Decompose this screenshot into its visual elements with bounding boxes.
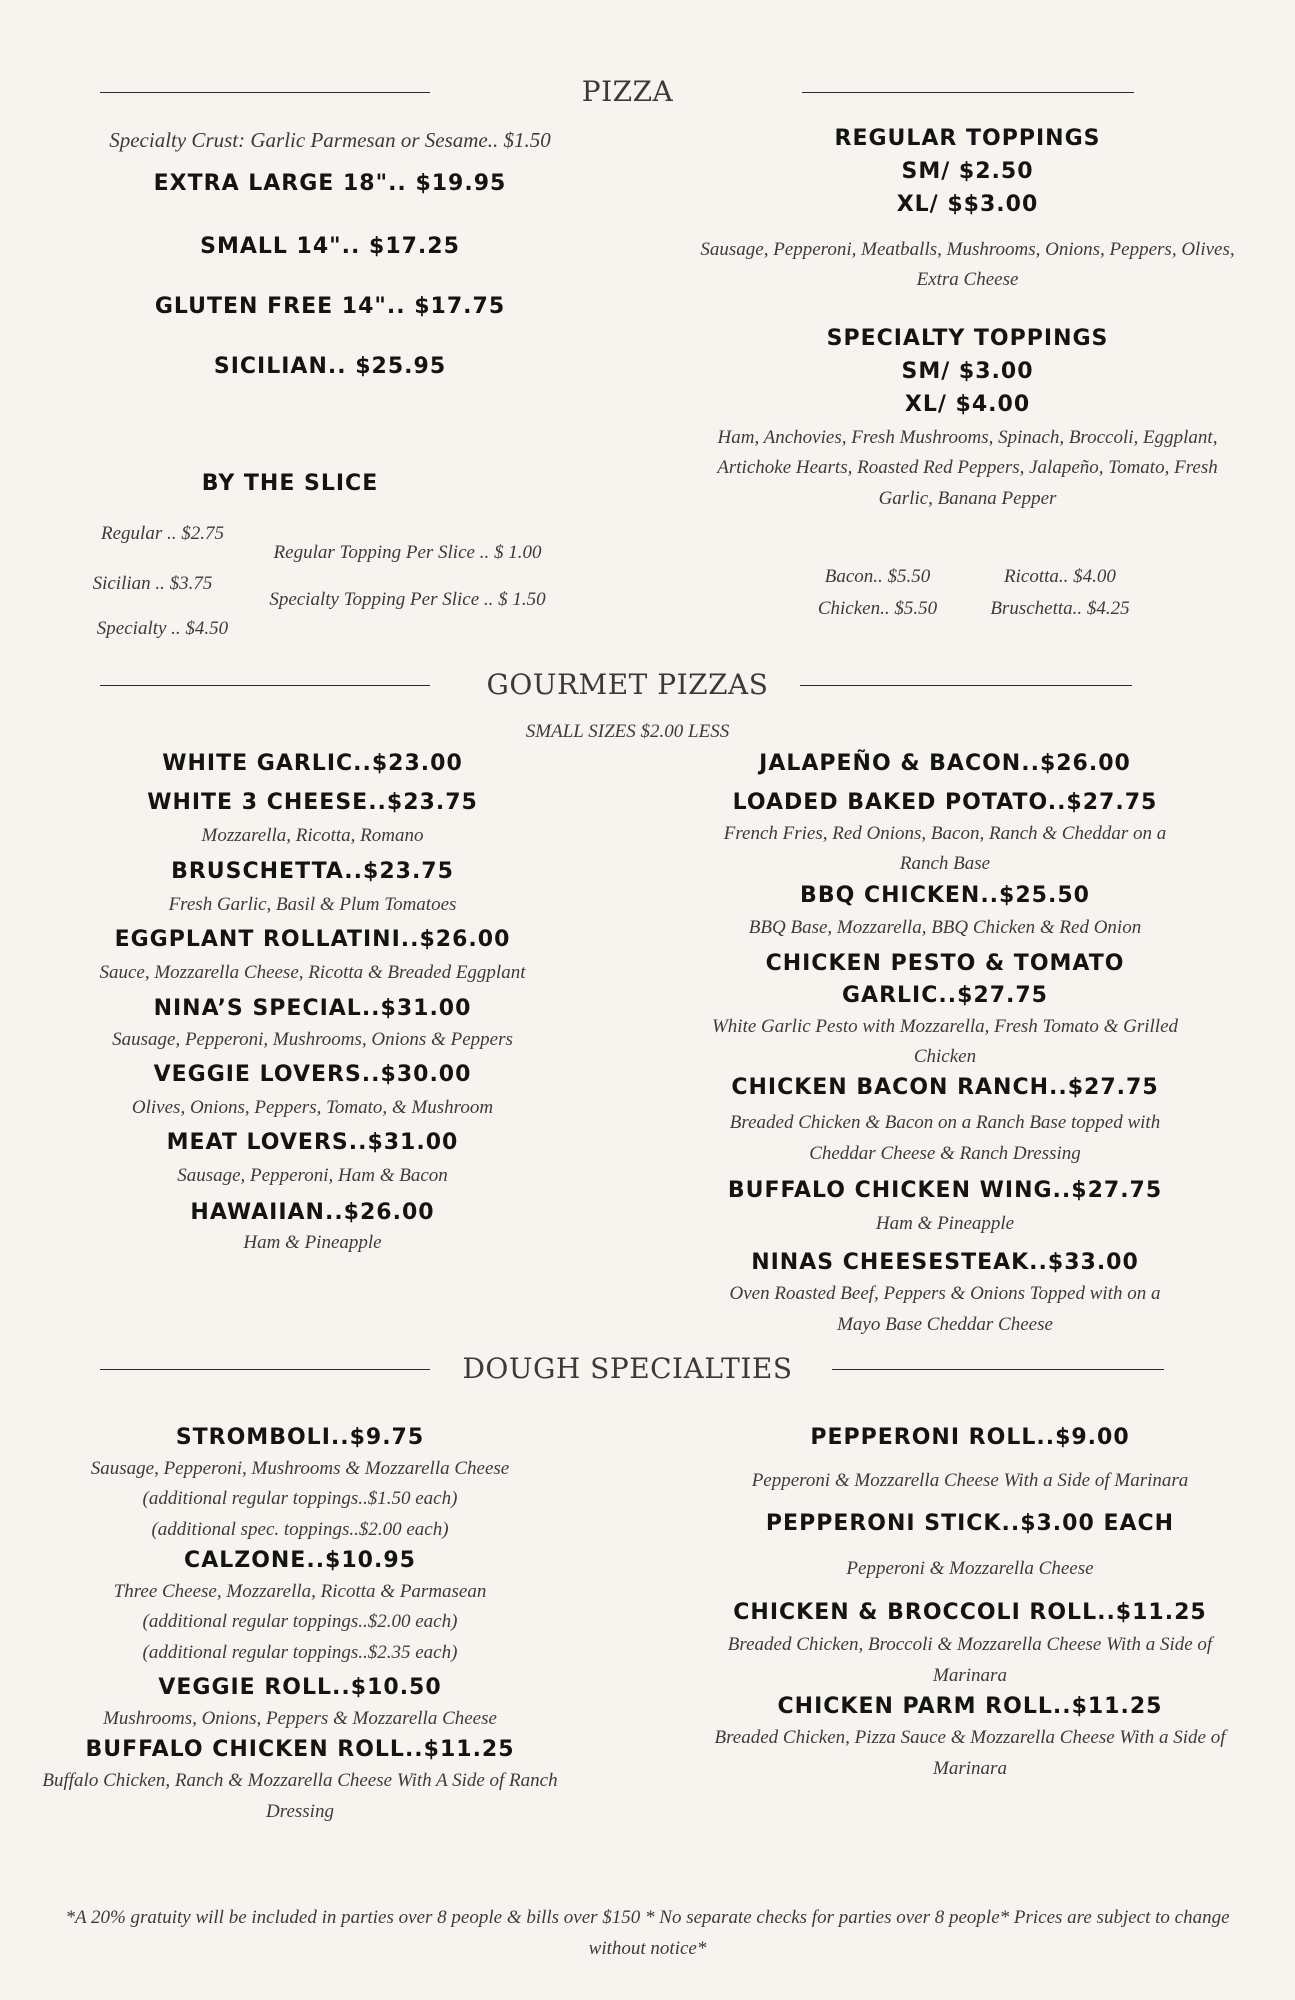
dough-left-column (30, 1422, 570, 1827)
menu-item-description: Breaded Chicken, Broccoli & Mozzarella Cheese With a Side of Marinara (727, 1634, 1213, 1686)
section-title-pizza: PIZZA (581, 75, 674, 108)
specialty-toppings (700, 322, 1235, 514)
size-price: GLUTEN FREE 14".. $17.75 (154, 294, 506, 320)
menu-item-description: Oven Roasted Beef, Peppers & Onions Topped with on a Mayo Base Cheddar Cheese (729, 1283, 1161, 1335)
menu-item-description: Sausage, Pepperoni, Mushrooms & Mozzarella Cheese (90, 1457, 510, 1479)
menu-item-name: JALAPEÑO & BACON..$26.00 (759, 751, 1131, 776)
extra-price: Bruschetta.. $4.25 (990, 598, 1130, 619)
by-the-slice-title: BY THE SLICE (201, 471, 379, 496)
divider-line (100, 1369, 430, 1370)
regular-toppings-xl: XL/ $$3.00 (896, 192, 1039, 217)
size-price: SMALL 14".. $17.25 (200, 234, 460, 260)
specialty-crust-note: Specialty Crust: Garlic Parmesan or Sesame.. $1.50 (109, 128, 551, 152)
divider-line (100, 685, 430, 686)
menu-item-name: NINAS CHEESESTEAK..$33.00 (751, 1250, 1139, 1276)
menu-item-description: Three Cheese, Mozzarella, Ricotta & Parmasean (113, 1580, 487, 1602)
regular-toppings-sm: SM/ $2.50 (901, 159, 1034, 184)
menu-item-note: (additional regular toppings..$2.35 each) (142, 1641, 458, 1663)
menu-item-name: HAWAIIAN..$26.00 (190, 1199, 435, 1225)
menu-item-name: BBQ CHICKEN..$25.50 (800, 882, 1090, 908)
menu-item-name: WHITE 3 CHEESE..$23.75 (147, 789, 478, 815)
menu-item-description: Sauce, Mozzarella Cheese, Ricotta & Breaded Eggplant (99, 962, 526, 984)
menu-item-description: Olives, Onions, Peppers, Tomato, & Mushroom (131, 1096, 494, 1118)
menu-item-name: PEPPERONI ROLL..$9.00 (810, 1425, 1130, 1450)
menu-item-name: CHICKEN PARM ROLL..$11.25 (777, 1694, 1163, 1720)
extra-price: Ricotta.. $4.00 (1004, 566, 1116, 587)
menu-item-name: NINA’S SPECIAL..$31.00 (153, 995, 472, 1021)
slice-topping-price: Regular Topping Per Slice .. $ 1.00 (273, 542, 542, 563)
gourmet-size-note: SMALL SIZES $2.00 LESS (525, 721, 730, 742)
menu-item-name: WHITE GARLIC..$23.00 (162, 751, 463, 776)
menu-item-description: Pepperoni & Mozzarella Cheese With a Side of Marinara (751, 1469, 1189, 1491)
menu-item-description: BBQ Base, Mozzarella, BBQ Chicken & Red Onion (748, 917, 1142, 939)
menu-item-description: Mushrooms, Onions, Peppers & Mozzarella Cheese (103, 1708, 497, 1730)
menu-item-name: MEAT LOVERS..$31.00 (166, 1130, 459, 1156)
size-price: SICILIAN.. $25.95 (213, 354, 447, 380)
menu-item-name: BRUSCHETTA..$23.75 (171, 859, 454, 885)
menu-item-description: Pepperoni & Mozzarella Cheese (846, 1558, 1094, 1580)
size-price: EXTRA LARGE 18".. $19.95 (153, 170, 507, 196)
menu-item-name: CHICKEN & BROCCOLI ROLL..$11.25 (733, 1599, 1207, 1625)
menu-item-description: White Garlic Pesto with Mozzarella, Fresh Tomato & Grilled Chicken (711, 1015, 1179, 1068)
menu-item-description: Sausage, Pepperoni, Mushrooms, Onions & Peppers (112, 1028, 513, 1050)
specialty-toppings-xl: XL/ $4.00 (904, 392, 1031, 417)
divider-line (802, 92, 1134, 93)
slice-price: Sicilian .. $3.75 (92, 573, 213, 594)
regular-toppings (700, 122, 1235, 296)
slice-price: Regular .. $2.75 (101, 523, 224, 544)
regular-toppings-list: Sausage, Pepperoni, Meatballs, Mushrooms, Onions, Peppers, Olives, Extra Cheese (700, 239, 1235, 291)
specialty-toppings-title: SPECIALTY TOPPINGS (826, 326, 1109, 351)
menu-item-description: Breaded Chicken, Pizza Sauce & Mozzarella Cheese With a Side of Marinara (714, 1727, 1226, 1779)
section-title-gourmet-pizzas: GOURMET PIZZAS (486, 668, 769, 701)
menu-item-description: Fresh Garlic, Basil & Plum Tomatoes (168, 894, 457, 916)
gourmet-left-column (35, 748, 590, 1259)
menu-item-description: Ham & Pineapple (243, 1232, 382, 1254)
menu-item-note: (additional regular toppings..$1.50 each) (142, 1488, 458, 1510)
footer-note: *A 20% gratuity will be included in parties over 8 people & bills over $150 * No separate checks for parties over 8 people* Prices are subject to change without notice* (65, 1907, 1230, 1960)
divider-line (800, 685, 1132, 686)
menu-item-description: Breaded Chicken & Bacon on a Ranch Base topped with Cheddar Cheese & Ranch Dressing (729, 1112, 1161, 1164)
menu-item-name: STROMBOLI..$9.75 (175, 1425, 425, 1450)
divider-line (100, 92, 430, 93)
menu-item-description: Buffalo Chicken, Ranch & Mozzarella Cheese With A Side of Ranch Dressing (42, 1770, 558, 1822)
menu-item-note: (additional spec. toppings..$2.00 each) (151, 1518, 449, 1540)
specialty-toppings-list: Ham, Anchovies, Fresh Mushrooms, Spinach, Broccoli, Eggplant, Artichoke Hearts, Roasted Red Peppers, Jalapeño, Tomato, Fresh Garlic, Banana Pepper (717, 427, 1218, 509)
menu-item-name: CHICKEN BACON RANCH..$27.75 (731, 1075, 1159, 1101)
specialty-toppings-sm: SM/ $3.00 (901, 359, 1034, 384)
extra-price: Chicken.. $5.50 (817, 598, 938, 619)
pizza-sizes (60, 124, 600, 383)
menu-item-name: LOADED BAKED POTATO..$27.75 (732, 789, 1158, 815)
menu-item-description: Mozzarella, Ricotta, Romano (201, 824, 424, 846)
dough-right-column (680, 1422, 1260, 1784)
extra-price: Bacon.. $5.50 (824, 566, 931, 587)
menu-item-description: French Fries, Red Onions, Bacon, Ranch & Cheddar on a Ranch Base (723, 822, 1167, 875)
section-title-dough-specialties: DOUGH SPECIALTIES (462, 1352, 793, 1385)
menu-item-note: (additional regular toppings..$2.00 each) (142, 1611, 458, 1633)
menu-item-name: VEGGIE LOVERS..$30.00 (153, 1062, 472, 1088)
menu-item-name: EGGPLANT ROLLATINI..$26.00 (114, 927, 511, 953)
menu-item-name: CALZONE..$10.95 (184, 1548, 416, 1574)
slice-topping-price: Specialty Topping Per Slice .. $ 1.50 (269, 589, 546, 610)
menu-item-description: Sausage, Pepperoni, Ham & Bacon (177, 1165, 448, 1187)
regular-toppings-title: REGULAR TOPPINGS (834, 126, 1101, 151)
menu-item-name: CHICKEN PESTO & TOMATO GARLIC..$27.75 (765, 950, 1125, 1008)
menu-item-name: PEPPERONI STICK..$3.00 EACH (765, 1511, 1175, 1537)
divider-line (832, 1369, 1164, 1370)
menu-item-name: BUFFALO CHICKEN ROLL..$11.25 (85, 1737, 515, 1763)
menu-item-name: BUFFALO CHICKEN WING..$27.75 (727, 1178, 1163, 1204)
gourmet-right-column (660, 748, 1230, 1340)
menu-item-name: VEGGIE ROLL..$10.50 (158, 1675, 442, 1701)
menu-item-description: Ham & Pineapple (875, 1212, 1015, 1234)
slice-price: Specialty .. $4.50 (96, 618, 229, 639)
